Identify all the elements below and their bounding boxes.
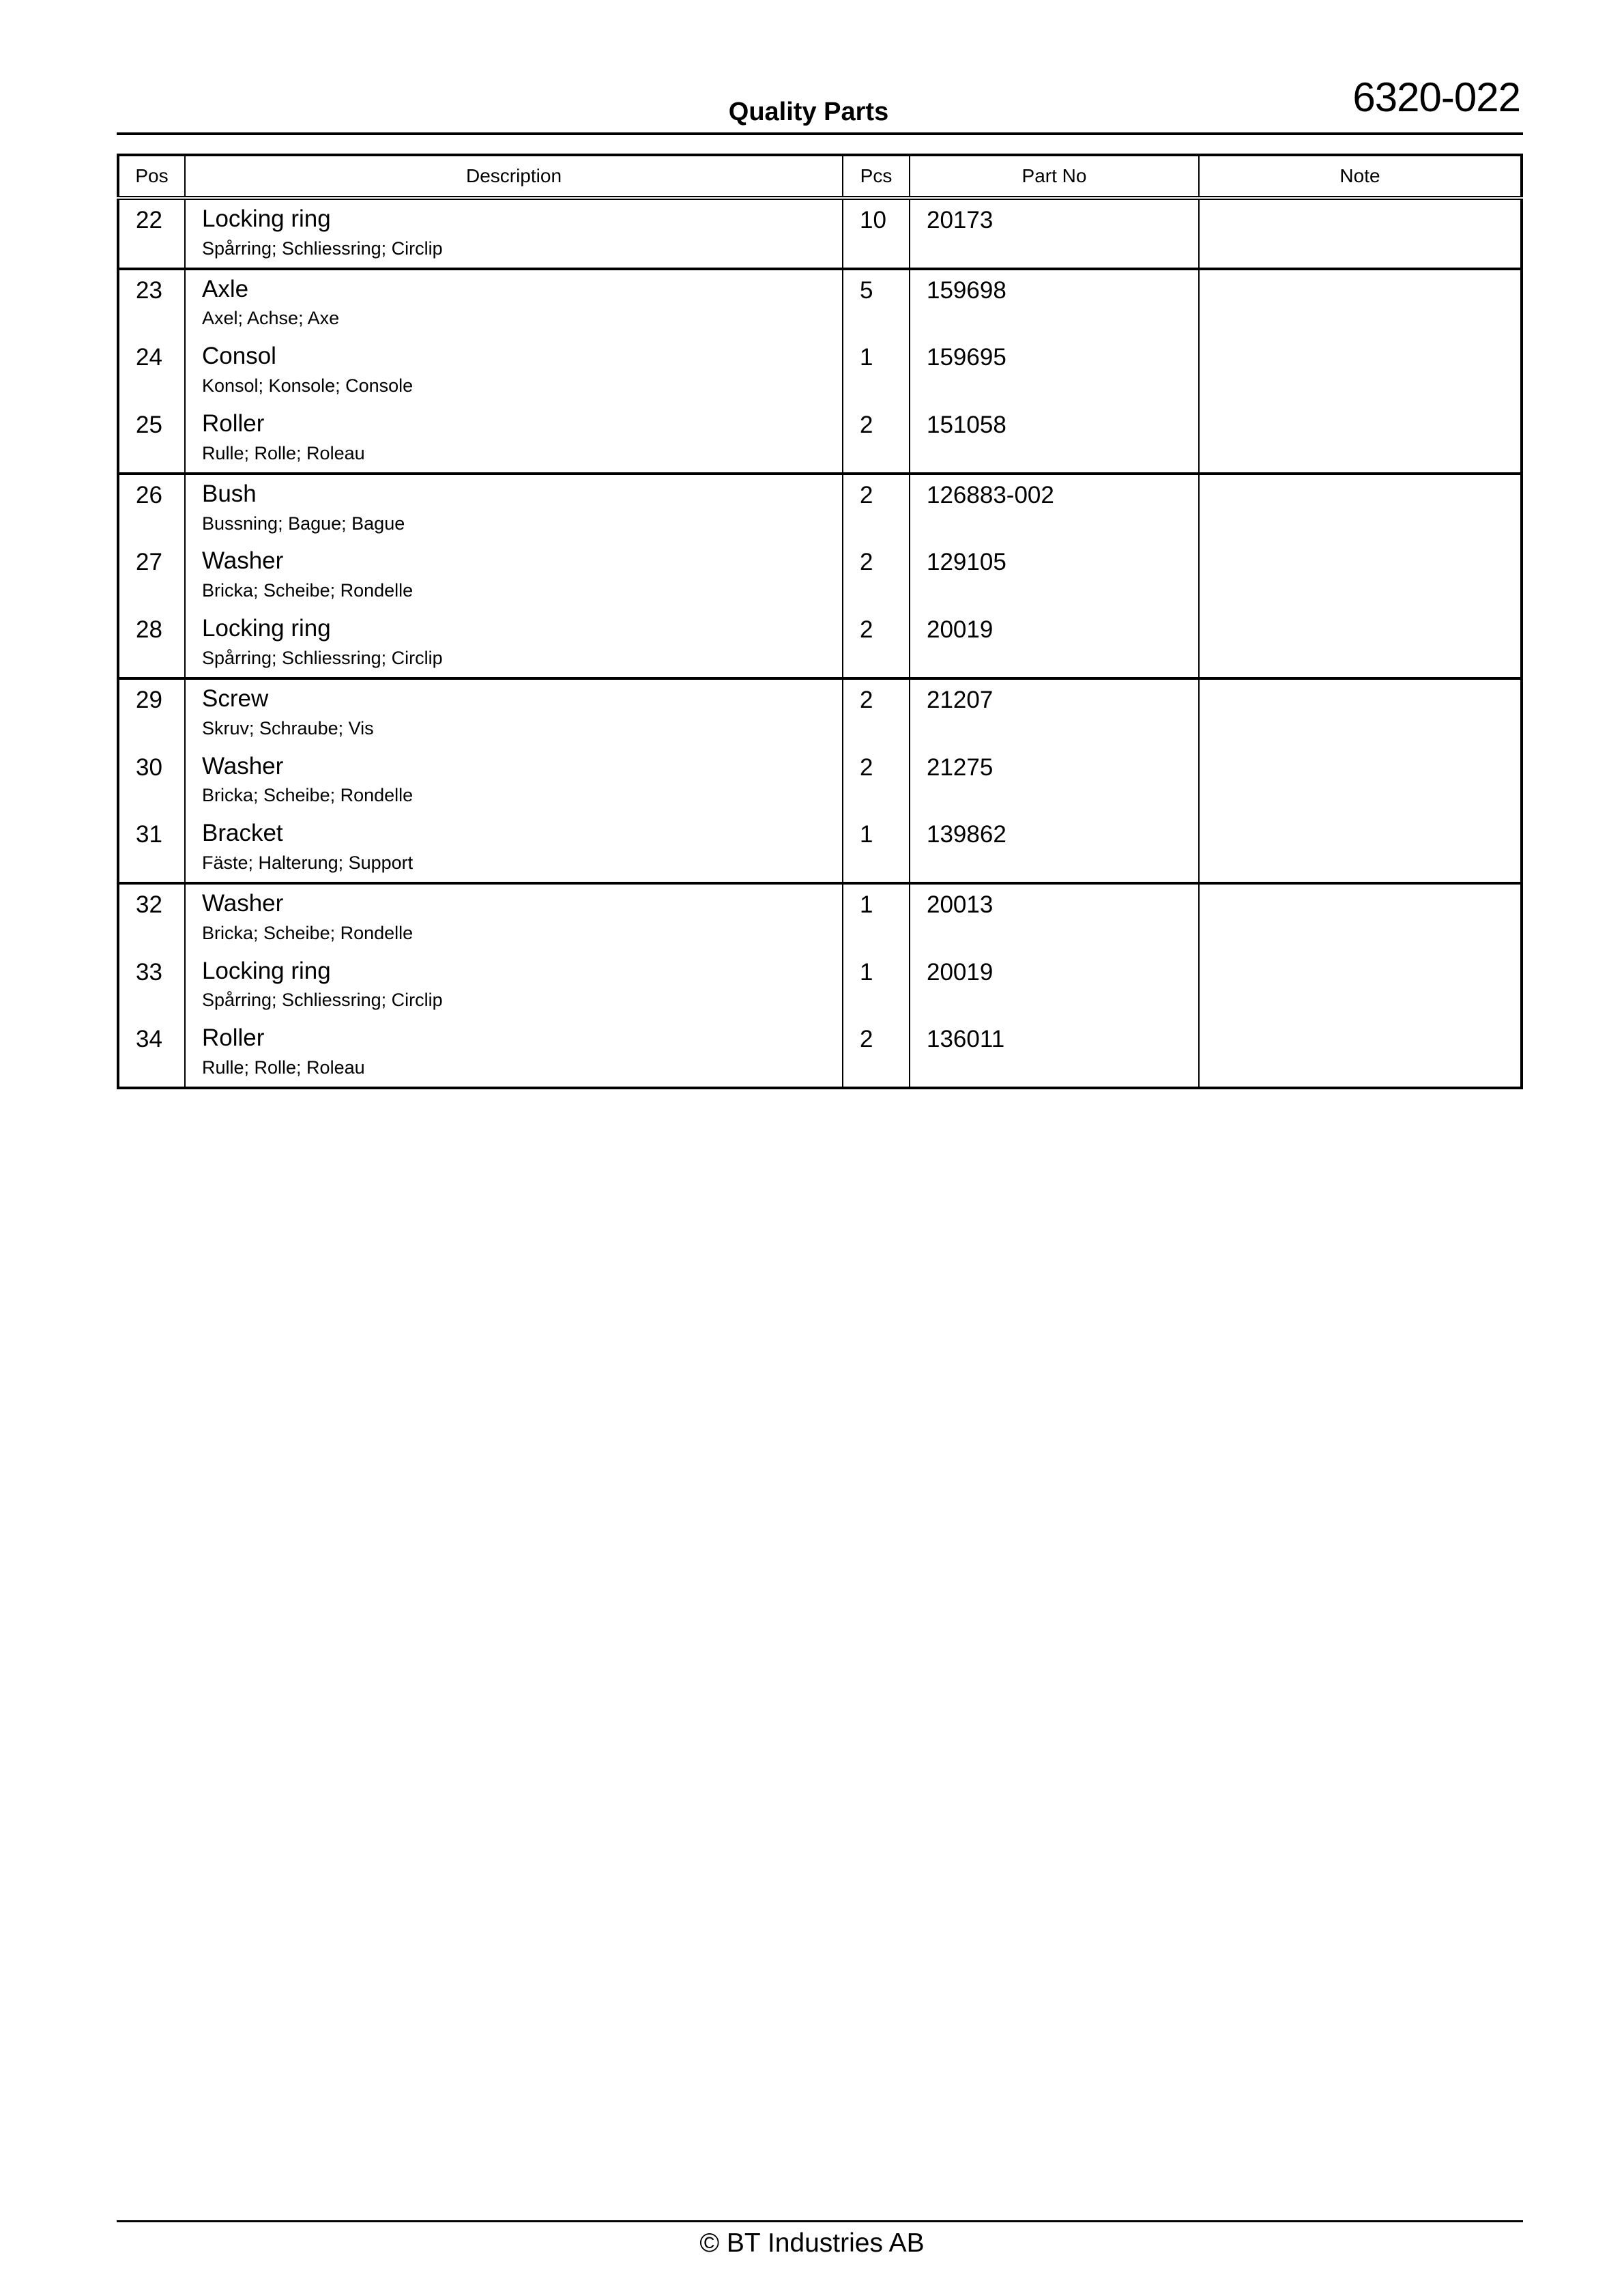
item-name: Screw — [202, 685, 269, 712]
pos-cell: 22 — [118, 198, 185, 269]
description-cell — [185, 542, 843, 609]
table-row — [118, 814, 1522, 883]
pos-cell: 30 — [118, 747, 185, 815]
item-name: Washer — [202, 547, 284, 575]
note-cell — [1199, 337, 1522, 405]
pos-cell: 29 — [118, 678, 185, 747]
pos-cell: 27 — [118, 542, 185, 609]
description-cell — [185, 405, 843, 474]
note-cell — [1199, 952, 1522, 1020]
note-cell — [1199, 542, 1522, 609]
table-row — [118, 747, 1522, 815]
pcs-cell: 10 — [843, 198, 910, 269]
pos-cell: 31 — [118, 814, 185, 883]
pos-cell: 24 — [118, 337, 185, 405]
pcs-cell: 1 — [843, 814, 910, 883]
description-cell — [185, 883, 843, 952]
parts-table — [117, 154, 1523, 1089]
part-no-cell: 159695 — [910, 337, 1199, 405]
document-number: 6320-022 — [1352, 74, 1520, 120]
description-cell — [185, 952, 843, 1020]
copyright: © BT Industries AB — [699, 2228, 925, 2258]
pcs-cell: 2 — [843, 405, 910, 474]
part-no-cell: 20013 — [910, 883, 1199, 952]
part-no-cell: 21207 — [910, 678, 1199, 747]
table-row — [118, 198, 1522, 269]
item-name: Roller — [202, 1024, 265, 1052]
description-cell — [185, 269, 843, 338]
pcs-cell: 2 — [843, 747, 910, 815]
item-translations: Spårring; Schliessring; Circlip — [202, 647, 443, 668]
item-name: Bush — [202, 480, 257, 507]
item-translations: Rulle; Rolle; Roleau — [202, 1057, 365, 1078]
part-no-cell: 139862 — [910, 814, 1199, 883]
item-name: Washer — [202, 752, 284, 779]
pos-cell: 25 — [118, 405, 185, 474]
note-cell — [1199, 198, 1522, 269]
item-name: Axle — [202, 275, 249, 302]
item-translations: Axel; Achse; Axe — [202, 308, 340, 329]
item-name: Locking ring — [202, 615, 331, 642]
pos-cell: 23 — [118, 269, 185, 338]
footer-divider — [117, 2220, 1523, 2222]
note-cell — [1199, 814, 1522, 883]
item-name: Locking ring — [202, 957, 331, 984]
item-translations: Bricka; Scheibe; Rondelle — [202, 785, 414, 806]
part-no-cell: 129105 — [910, 542, 1199, 609]
item-name: Locking ring — [202, 205, 331, 232]
description-cell — [185, 474, 843, 543]
description-cell — [185, 747, 843, 815]
item-translations: Fäste; Halterung; Support — [202, 852, 414, 873]
pcs-cell: 2 — [843, 542, 910, 609]
pcs-cell: 2 — [843, 1019, 910, 1088]
item-translations: Konsol; Konsole; Console — [202, 375, 414, 397]
table-row — [118, 337, 1522, 405]
item-name: Consol — [202, 343, 276, 370]
note-cell — [1199, 883, 1522, 952]
description-cell — [185, 198, 843, 269]
col-header-pos: Pos — [118, 155, 185, 198]
note-cell — [1199, 747, 1522, 815]
item-name: Washer — [202, 889, 284, 917]
part-no-cell: 20019 — [910, 952, 1199, 1020]
table-row — [118, 542, 1522, 609]
note-cell — [1199, 1019, 1522, 1088]
item-translations: Spårring; Schliessring; Circlip — [202, 990, 443, 1011]
table-row — [118, 1019, 1522, 1088]
pcs-cell: 1 — [843, 337, 910, 405]
table-row — [118, 474, 1522, 543]
description-cell — [185, 337, 843, 405]
pos-cell: 32 — [118, 883, 185, 952]
col-header-note: Note — [1199, 155, 1522, 198]
header-divider — [117, 132, 1523, 135]
description-cell — [185, 678, 843, 747]
col-header-description: Description — [185, 155, 843, 198]
pos-cell: 33 — [118, 952, 185, 1020]
note-cell — [1199, 269, 1522, 338]
item-name: Roller — [202, 410, 265, 437]
pcs-cell: 2 — [843, 678, 910, 747]
pos-cell: 34 — [118, 1019, 185, 1088]
description-cell — [185, 1019, 843, 1088]
pcs-cell: 1 — [843, 883, 910, 952]
part-no-cell: 20173 — [910, 198, 1199, 269]
description-cell — [185, 609, 843, 678]
table-row — [118, 678, 1522, 747]
part-no-cell: 126883-002 — [910, 474, 1199, 543]
pos-cell: 28 — [118, 609, 185, 678]
item-translations: Bussning; Bague; Bague — [202, 513, 405, 534]
pcs-cell: 2 — [843, 609, 910, 678]
col-header-pcs: Pcs — [843, 155, 910, 198]
table-row — [118, 269, 1522, 338]
item-translations: Spårring; Schliessring; Circlip — [202, 238, 443, 259]
table-row — [118, 883, 1522, 952]
table-row — [118, 609, 1522, 678]
note-cell — [1199, 405, 1522, 474]
page-title: Quality Parts — [728, 98, 889, 126]
table-row — [118, 405, 1522, 474]
pos-cell: 26 — [118, 474, 185, 543]
note-cell — [1199, 609, 1522, 678]
pcs-cell: 1 — [843, 952, 910, 1020]
part-no-cell: 20019 — [910, 609, 1199, 678]
description-cell — [185, 814, 843, 883]
part-no-cell: 21275 — [910, 747, 1199, 815]
pcs-cell: 5 — [843, 269, 910, 338]
pcs-cell: 2 — [843, 474, 910, 543]
item-translations: Skruv; Schraube; Vis — [202, 717, 374, 738]
item-translations: Bricka; Scheibe; Rondelle — [202, 580, 414, 601]
table-header-row — [118, 155, 1522, 198]
note-cell — [1199, 678, 1522, 747]
note-cell — [1199, 474, 1522, 543]
part-no-cell: 136011 — [910, 1019, 1199, 1088]
part-no-cell: 159698 — [910, 269, 1199, 338]
item-name: Bracket — [202, 820, 283, 847]
item-translations: Bricka; Scheibe; Rondelle — [202, 922, 414, 943]
part-no-cell: 151058 — [910, 405, 1199, 474]
table-row — [118, 952, 1522, 1020]
item-translations: Rulle; Rolle; Roleau — [202, 442, 365, 463]
col-header-part-no: Part No — [910, 155, 1199, 198]
